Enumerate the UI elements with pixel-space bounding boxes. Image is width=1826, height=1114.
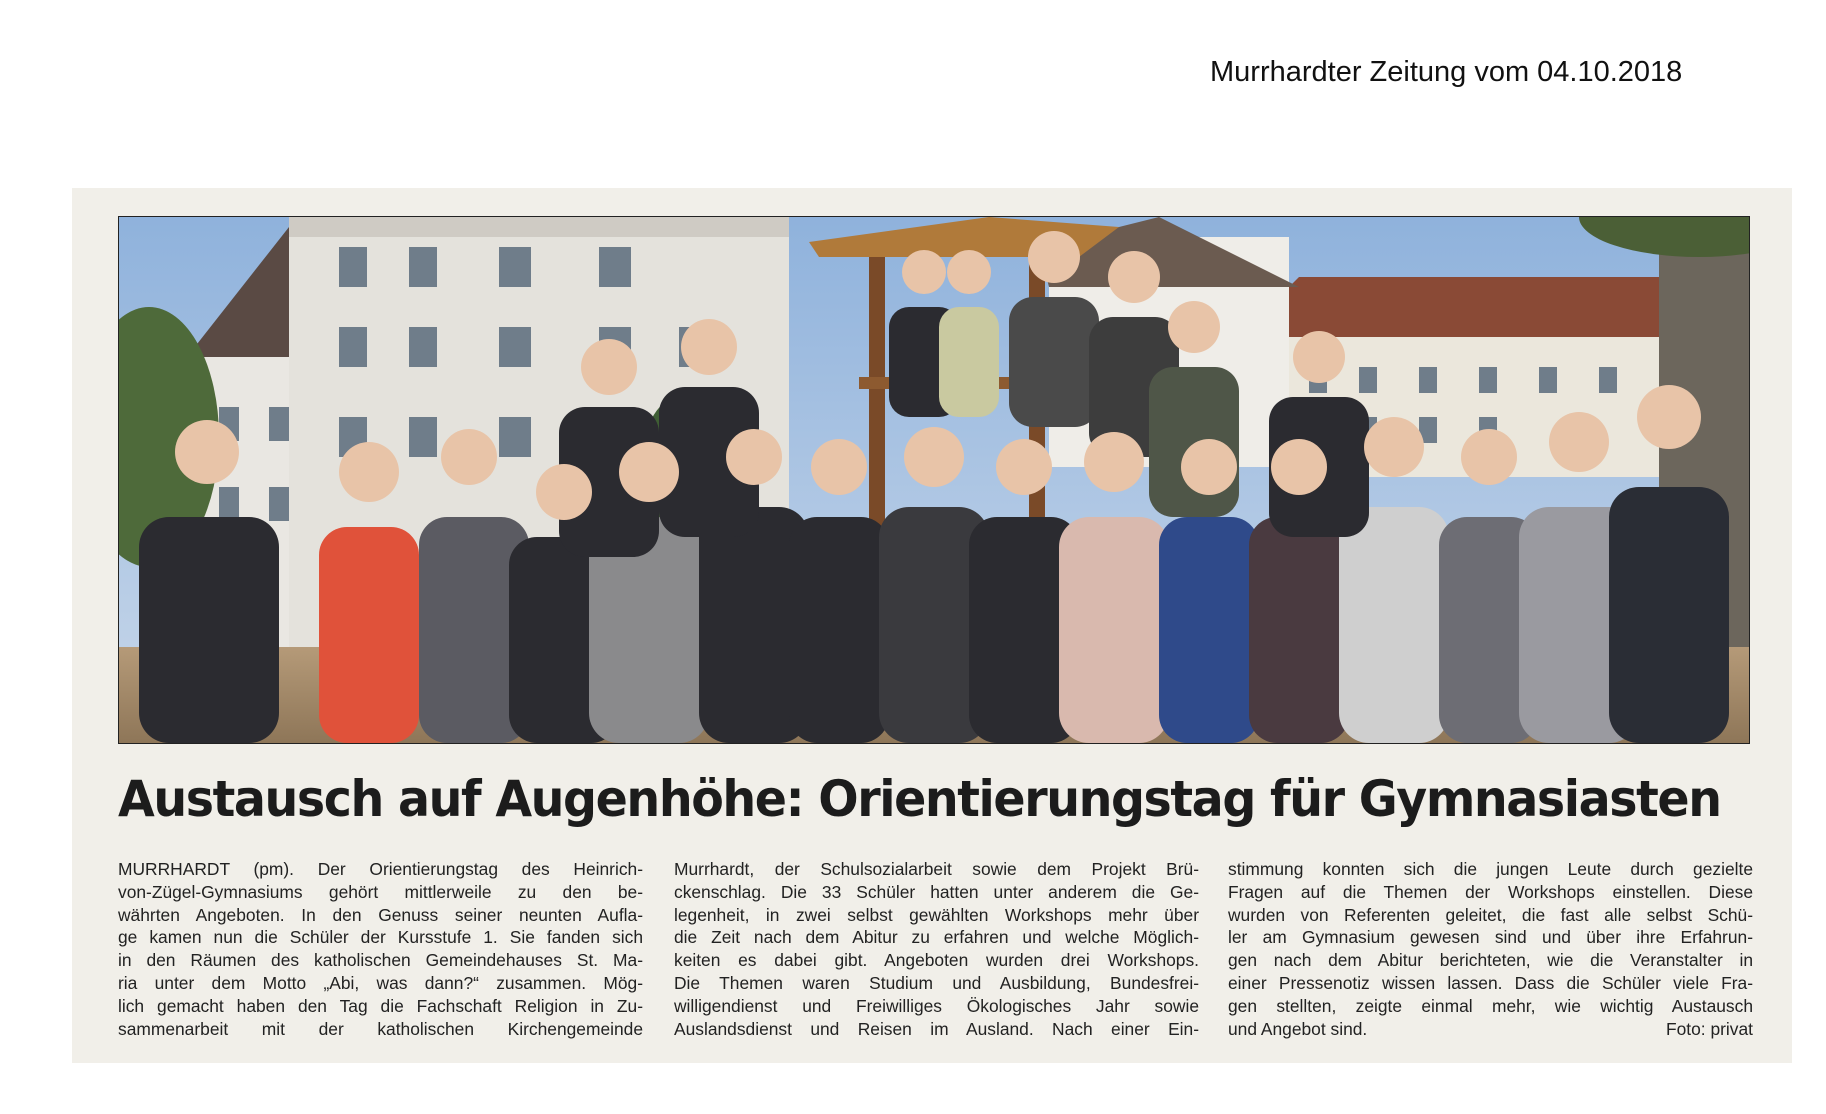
newspaper-source-date: Murrhardter Zeitung vom 04.10.2018 bbox=[1210, 56, 1683, 88]
text-line: stimmung konnten sich die jungen Leute durch gezielte bbox=[1228, 859, 1753, 879]
text-line: keiten es dabei gibt. Angeboten wurden drei Workshops. bbox=[674, 950, 1199, 971]
text-line: sammenarbeit mit der katholischen Kirchengemeinde bbox=[118, 1018, 643, 1039]
text-line: ria unter dem Motto „Abi, was dann?“ zusammen. Mög- bbox=[118, 972, 643, 993]
text-line: die Zeit nach dem Abitur zu erfahren und welche Möglich- bbox=[674, 927, 1199, 948]
text-line: gen nach dem Abitur berichteten, wie die Veranstalter in bbox=[1228, 950, 1753, 971]
text-line: legenheit, in zwei selbst gewählten Workshops mehr über bbox=[674, 904, 1199, 925]
group-photo bbox=[118, 216, 1750, 744]
text-line: Auslandsdienst und Reisen im Ausland. Nach einer Ein- bbox=[674, 1018, 1199, 1039]
text-line: in den Räumen des katholischen Gemeindehauses St. Ma- bbox=[118, 950, 643, 971]
text-line: von-Zügel-Gymnasiums gehört mittlerweile zu den be- bbox=[118, 881, 643, 902]
article-column-2 bbox=[674, 858, 1199, 1058]
text-line-last bbox=[1228, 1018, 1753, 1041]
text-line: wurden von Referenten geleitet, die fast alle selbst Schü- bbox=[1228, 904, 1753, 925]
text-line: lich gemacht haben den Tag die Fachschaft Religion in Zu- bbox=[118, 995, 643, 1016]
text-line: Die Themen waren Studium und Ausbildung, Bundesfrei- bbox=[674, 972, 1199, 993]
article-column-3 bbox=[1228, 858, 1753, 1058]
text-line: ge kamen nun die Schüler der Kursstufe 1. Sie fanden sich bbox=[118, 927, 643, 948]
text-line: und Angebot sind. bbox=[1228, 1018, 1368, 1039]
text-line: gen stellten, zeigte einmal mehr, wie wichtig Austausch bbox=[1228, 995, 1753, 1016]
text-line: einer Pressenotiz wissen lassen. Dass die Schüler viele Fra- bbox=[1228, 972, 1753, 993]
article-column-1 bbox=[118, 858, 643, 1058]
text-line: willigendienst und Freiwilliges Ökologisches Jahr sowie bbox=[674, 995, 1199, 1016]
text-line: MURRHARDT (pm). Der Orientierungstag des Heinrich- bbox=[118, 859, 643, 879]
text-line: ckenschlag. Die 33 Schüler hatten unter anderem die Ge- bbox=[674, 881, 1199, 902]
text-line: Fragen auf die Themen der Workshops einstellen. Diese bbox=[1228, 881, 1753, 902]
photo-credit: Foto: privat bbox=[1666, 1018, 1753, 1039]
article-body bbox=[118, 858, 1752, 1058]
text-line: währten Angeboten. In den Genuss seiner neunten Aufla- bbox=[118, 904, 643, 925]
text-line: Murrhardt, der Schulsozialarbeit sowie dem Projekt Brü- bbox=[674, 859, 1199, 879]
text-line: ler am Gymnasium gewesen sind und über ihre Erfahrun- bbox=[1228, 927, 1753, 948]
article-headline: Austausch auf Augenhöhe: Orientierungstag für Gymnasiasten bbox=[118, 770, 1721, 828]
group-photo-illustration bbox=[119, 217, 1749, 743]
